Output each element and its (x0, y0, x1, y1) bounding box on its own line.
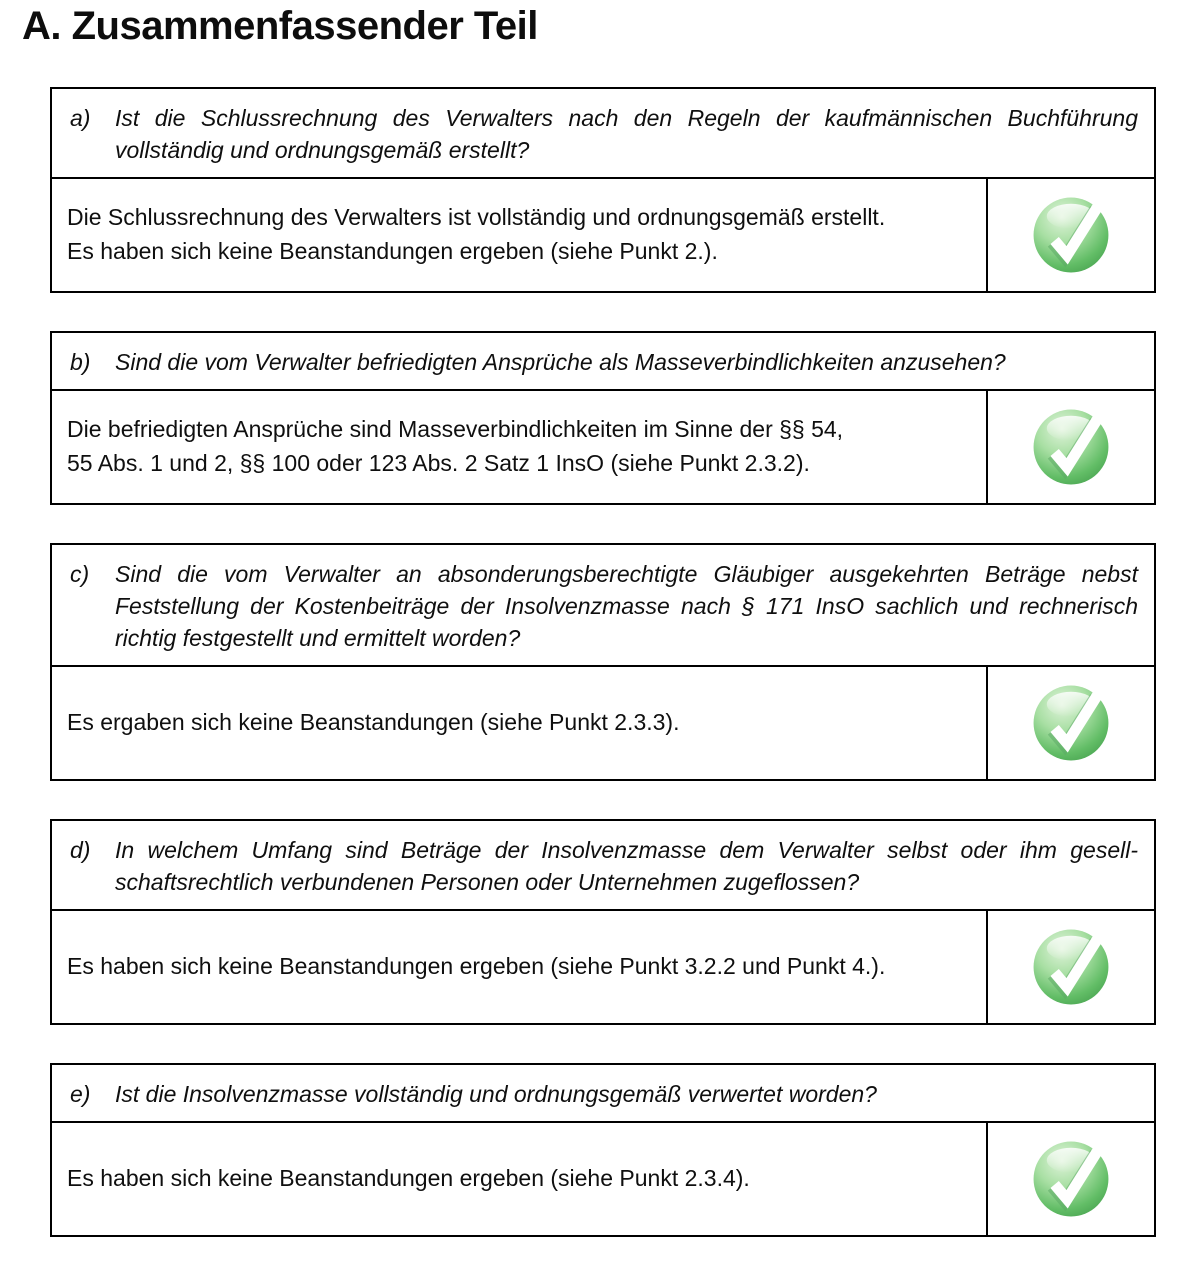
question-line: Sind die vom Verwalter an absonderungsberechtigte Gläubiger ausgekehrten Beträge nebst (115, 561, 1138, 587)
question-line: Feststellung der Kostenbeiträge der Insolvenzmasse nach § 171 InsO sachlich und rechnerisch (115, 593, 1138, 619)
qa-block-c (50, 543, 1156, 781)
answer-row (52, 911, 1154, 1023)
qa-block-b (50, 331, 1156, 505)
question-line: In welchem Umfang sind Beträge der Insolvenzmasse dem Verwalter selbst oder ihm gesell- (115, 837, 1138, 863)
green-check-icon (1032, 684, 1110, 762)
status-cell (986, 1123, 1154, 1235)
page-title: A. Zusammenfassender Teil (22, 4, 538, 48)
question-line: schaftsrechtlich verbundenen Personen oder Unternehmen zugeflossen? (115, 869, 860, 895)
question-text (115, 834, 1138, 898)
answer-row (52, 179, 1154, 291)
green-check-icon (1032, 928, 1110, 1006)
question-text (115, 558, 1138, 654)
answer-line: Es ergaben sich keine Beanstandungen (siehe Punkt 2.3.3). (67, 709, 680, 735)
question-line: Ist die Insolvenzmasse vollständig und ordnungsgemäß verwertet worden? (115, 1081, 877, 1107)
answer-line: 55 Abs. 1 und 2, §§ 100 oder 123 Abs. 2 Satz 1 InsO (siehe Punkt 2.3.2). (67, 450, 810, 476)
question-row (52, 821, 1154, 911)
question-row (52, 89, 1154, 179)
status-cell (986, 667, 1154, 779)
question-label: a) (70, 105, 91, 131)
answer-text (52, 667, 986, 779)
answer-text (52, 179, 986, 291)
answer-text (52, 911, 986, 1023)
green-check-icon (1032, 196, 1110, 274)
question-row (52, 333, 1154, 391)
answer-text (52, 391, 986, 503)
green-check-icon (1032, 1140, 1110, 1218)
answer-row (52, 1123, 1154, 1235)
answer-line: Die Schlussrechnung des Verwalters ist vollständig und ordnungsgemäß erstellt. (67, 204, 886, 230)
question-row (52, 1065, 1154, 1123)
question-label: b) (70, 349, 91, 375)
question-row (52, 545, 1154, 667)
answer-text (52, 1123, 986, 1235)
status-cell (986, 391, 1154, 503)
question-label: c) (70, 561, 90, 587)
qa-block-d (50, 819, 1156, 1025)
answer-row (52, 667, 1154, 779)
answer-row (52, 391, 1154, 503)
status-cell (986, 179, 1154, 291)
question-line: vollständig und ordnungsgemäß erstellt? (115, 137, 530, 163)
answer-line: Es haben sich keine Beanstandungen ergeben (siehe Punkt 2.3.4). (67, 1165, 750, 1191)
qa-block-a (50, 87, 1156, 293)
question-line: richtig festgestellt und ermittelt worden? (115, 625, 521, 651)
qa-block-e (50, 1063, 1156, 1237)
question-label: d) (70, 837, 91, 863)
answer-line: Es haben sich keine Beanstandungen ergeben (siehe Punkt 2.). (67, 238, 718, 264)
green-check-icon (1032, 408, 1110, 486)
question-line: Sind die vom Verwalter befriedigten Ansprüche als Masseverbindlichkeiten anzusehen? (115, 349, 1006, 375)
answer-line: Die befriedigten Ansprüche sind Masseverbindlichkeiten im Sinne der §§ 54, (67, 416, 844, 442)
question-line: Ist die Schlussrechnung des Verwalters nach den Regeln der kaufmännischen Buchführung (115, 105, 1138, 131)
question-text (115, 346, 1138, 378)
question-label: e) (70, 1081, 91, 1107)
question-text (115, 1078, 1138, 1110)
summary-section (50, 87, 1156, 1237)
status-cell (986, 911, 1154, 1023)
question-text (115, 102, 1138, 166)
answer-line: Es haben sich keine Beanstandungen ergeben (siehe Punkt 3.2.2 und Punkt 4.). (67, 953, 886, 979)
